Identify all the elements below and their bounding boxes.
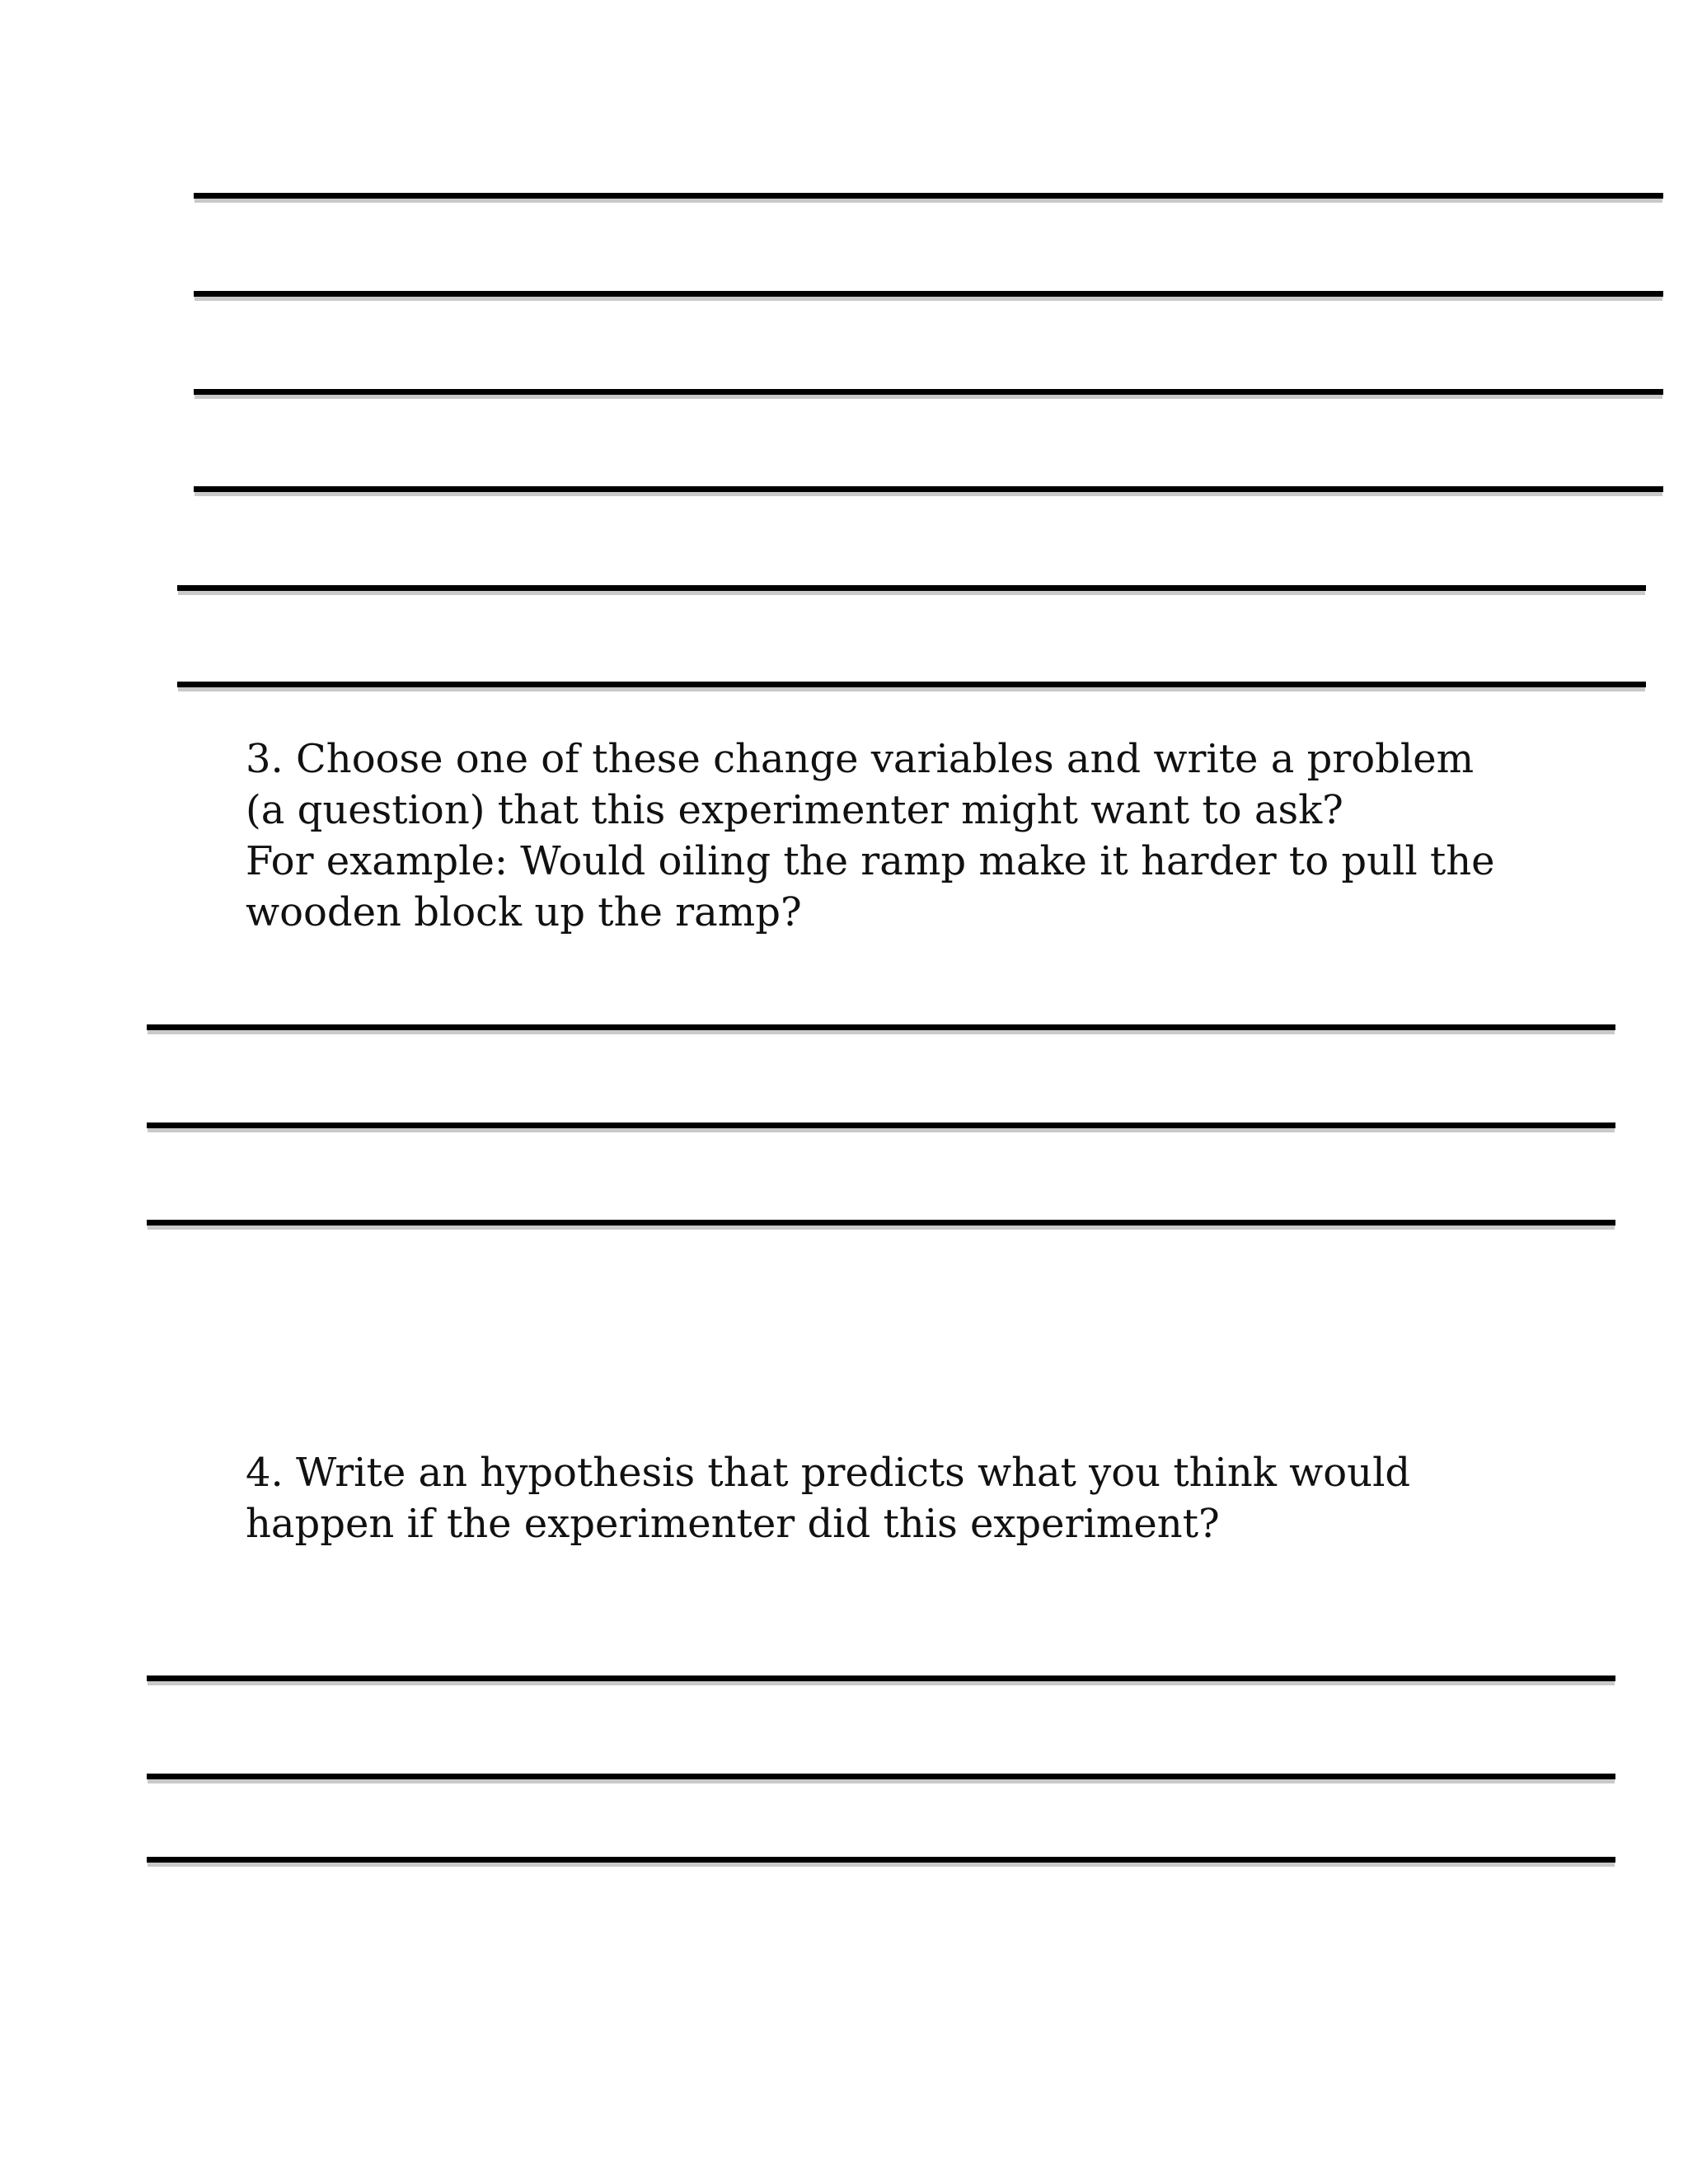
question-3-line-1: 3. Choose one of these change variables and write a problem <box>246 736 1475 782</box>
question-3-line-4: wooden block up the ramp? <box>246 889 802 935</box>
answer-line <box>147 1774 1615 1779</box>
question-3-text <box>246 733 1495 938</box>
answer-line <box>194 486 1663 492</box>
answer-line <box>194 193 1663 199</box>
question-4-text <box>246 1447 1410 1549</box>
answer-line <box>147 1024 1615 1030</box>
answer-line <box>147 1857 1615 1863</box>
answer-line <box>194 291 1663 297</box>
question-4-line-1: 4. Write an hypothesis that predicts what you think would <box>246 1450 1411 1496</box>
answer-line <box>147 1675 1615 1681</box>
question-4-line-2: happen if the experimenter did this experiment? <box>246 1501 1220 1547</box>
question-3-line-2: (a question) that this experimenter might want to ask? <box>246 787 1343 833</box>
answer-line <box>194 389 1663 395</box>
question-3-line-3: For example: Would oiling the ramp make it harder to pull the <box>246 838 1495 884</box>
answer-line <box>147 1122 1615 1128</box>
answer-line <box>177 585 1646 591</box>
answer-line <box>147 1220 1615 1226</box>
answer-line <box>177 682 1646 687</box>
